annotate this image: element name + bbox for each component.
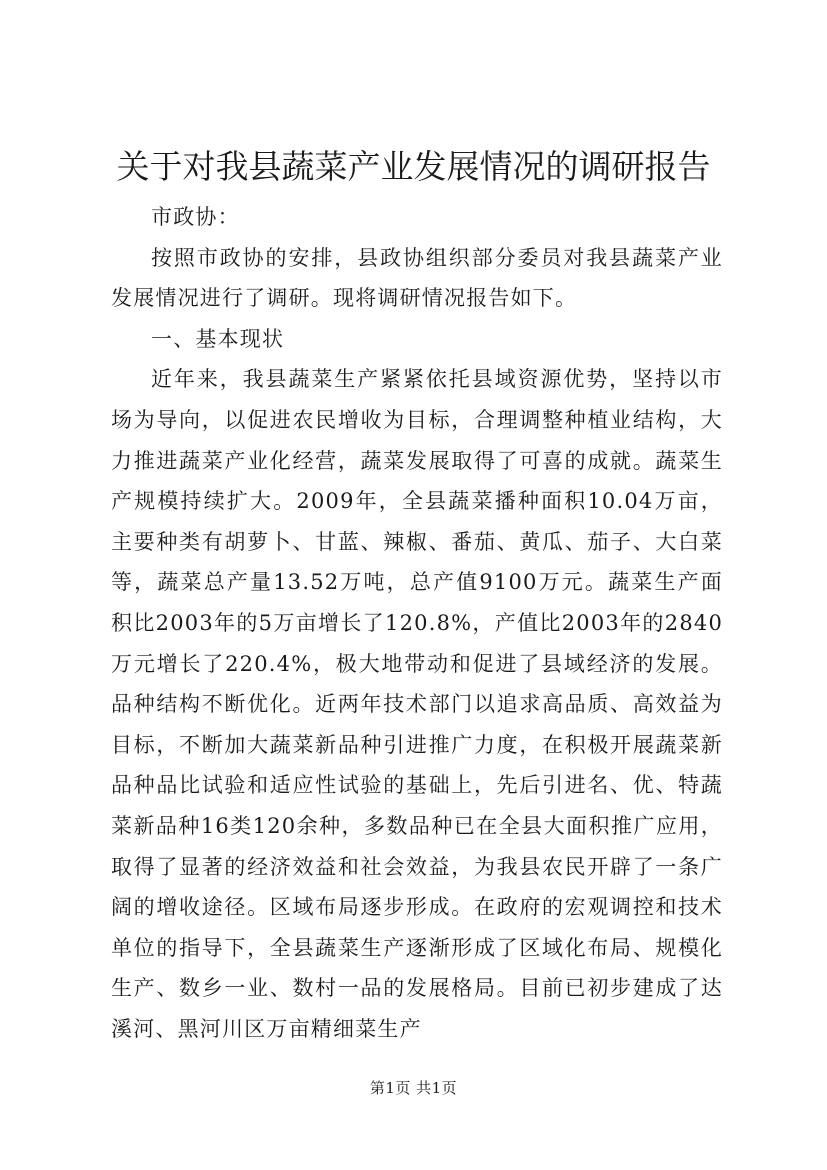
paragraph-status: 近年来，我县蔬菜生产紧紧依托县域资源优势，坚持以市场为导向，以促进农民增收为目标，合理调整种植业结构，大力推进蔬菜产业化经营，蔬菜发展取得了可喜的成就。蔬菜生产规模持续扩大。2009年，全县蔬菜播种面积10.04万亩，主要种类有胡萝卜、甘蓝、辣椒、番茄、黄瓜、茄子、大白菜等，蔬菜总产量13.52万吨，总产值9100万元。蔬菜生产面积比2003年的5万亩增长了120.8%，产值比2003年的2840万元增长了220.4%，极大地带动和促进了县域经济的发展。品种结构不断优化。近两年技术部门以追求高品质、高效益为目标，不断加大蔬菜新品种引进推广力度，在积极开展蔬菜新品种品比试验和适应性试验的基础上，先后引进名、优、特蔬菜新品种16类120余种，多数品种已在全县大面积推广应用，取得了显著的经济效益和社会效益，为我县农民开辟了一条广阔的增收途径。区域布局逐步形成。在政府的宏观调控和技术单位的指导下，全县蔬菜生产逐渐形成了区域化布局、规模化生产、数乡一业、数村一品的发展格局。目前已初步建成了达溪河、黑河川区万亩精细菜生产 <box>111 367 723 1041</box>
section-heading: 一、基本现状 <box>151 326 285 351</box>
document-title: 关于对我县蔬菜产业发展情况的调研报告 <box>116 147 711 186</box>
paragraph-intro: 按照市政协的安排，县政协组织部分委员对我县蔬菜产业发展情况进行了调研。现将调研情况报告如下。 <box>111 245 723 311</box>
salutation: 市政协： <box>151 205 240 229</box>
page-number-footer: 第1页 共1页 <box>369 1079 458 1097</box>
document-body <box>111 197 723 1049</box>
